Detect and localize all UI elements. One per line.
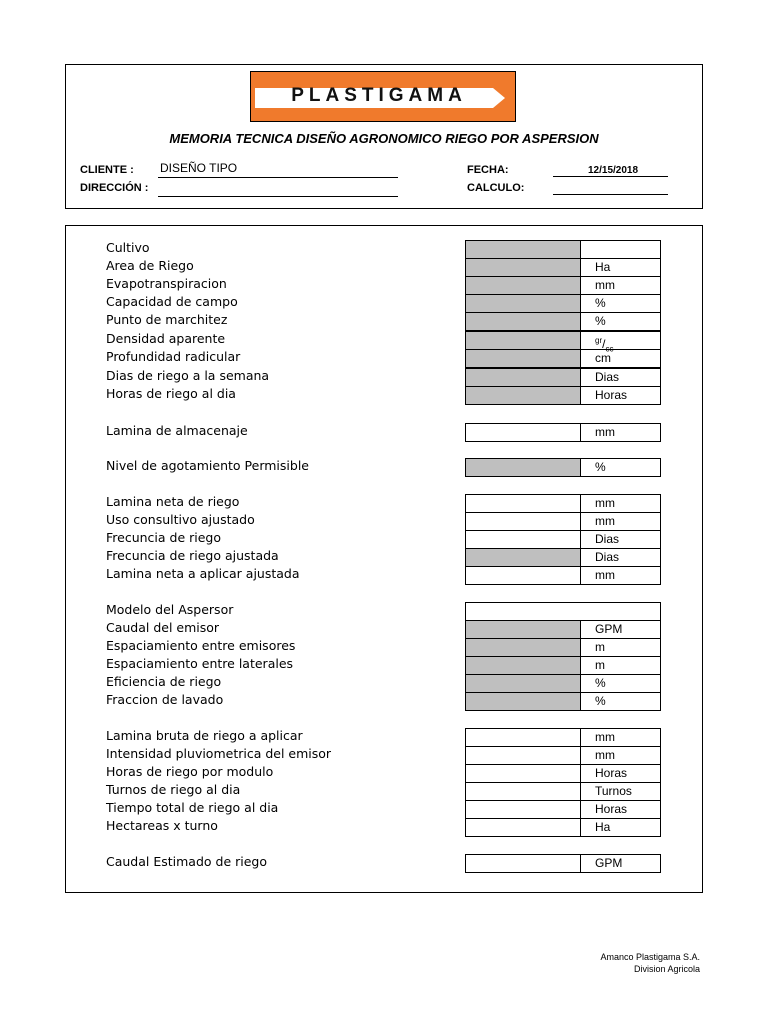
label-cultivo: Cultivo [106,240,150,255]
label-lamina-neta-a-aplicar-ajustada: Lamina neta a aplicar ajustada [106,566,300,581]
direccion-label: DIRECCIÓN : [80,182,149,194]
unit-densidad-aparente: $^{gr}/_{cc}$ [580,331,661,350]
label-intensidad-pluviometrica-del-emisor: Intensidad pluviometrica del emisor [106,746,332,761]
label-densidad-aparente: Densidad aparente [106,331,226,346]
input-area-de-riego[interactable] [465,258,581,277]
input-fraccion-de-lavado[interactable] [465,692,581,711]
direccion-underline [158,196,398,197]
unit-nivel-de-agotamiento-permisible: % [580,458,661,477]
fecha-label: FECHA: [467,164,509,176]
plastigama-logo [250,71,516,122]
input-caudal-estimado-de-riego[interactable] [465,854,581,873]
label-espaciamiento-entre-emisores: Espaciamiento entre emisores [106,638,296,653]
fecha-underline [553,176,668,177]
label-lamina-neta-de-riego: Lamina neta de riego [106,494,240,509]
cliente-field[interactable]: DISEÑO TIPO [160,161,238,175]
unit-caudal-del-emisor: GPM [580,620,661,639]
logo-text: PLASTIGAMA [291,85,467,106]
page-title: MEMORIA TECNICA DISEÑO AGRONOMICO RIEGO POR ASPERSION [169,131,599,146]
input-cultivo[interactable] [465,240,581,259]
unit-hectareas-x-turno: Ha [580,818,661,837]
label-caudal-estimado-de-riego: Caudal Estimado de riego [106,854,268,869]
unit-lamina-neta-a-aplicar-ajustada: mm [580,566,661,585]
input-espaciamiento-entre-laterales[interactable] [465,656,581,675]
input-frecuncia-de-riego-ajustada[interactable] [465,548,581,567]
input-lamina-neta-a-aplicar-ajustada[interactable] [465,566,581,585]
input-punto-de-marchitez[interactable] [465,312,581,331]
input-lamina-neta-de-riego[interactable] [465,494,581,513]
input-intensidad-pluviometrica-del-emisor[interactable] [465,746,581,765]
unit-lamina-bruta-de-riego-a-aplicar: mm [580,728,661,747]
unit-evapotranspiracion: mm [580,276,661,295]
unit-uso-consultivo-ajustado: mm [580,512,661,531]
unit-fraccion-de-lavado: % [580,692,661,711]
unit-dias-de-riego-a-la-semana: Dias [580,368,661,387]
input-hectareas-x-turno[interactable] [465,818,581,837]
input-frecuncia-de-riego[interactable] [465,530,581,549]
label-lamina-bruta-de-riego-a-aplicar: Lamina bruta de riego a aplicar [106,728,303,743]
label-profundidad-radicular: Profundidad radicular [106,349,241,364]
label-turnos-de-riego-al-dia: Turnos de riego al dia [106,782,241,797]
unit-profundidad-radicular: cm [580,349,661,368]
unit-frecuncia-de-riego-ajustada: Dias [580,548,661,567]
unit-tiempo-total-de-riego-al-dia: Horas [580,800,661,819]
unit-horas-de-riego-por-modulo: Horas [580,764,661,783]
input-capacidad-de-campo[interactable] [465,294,581,313]
unit-cultivo [580,240,661,259]
footer-division: Division Agricola [633,964,700,974]
input-horas-de-riego-por-modulo[interactable] [465,764,581,783]
label-caudal-del-emisor: Caudal del emisor [106,620,220,635]
input-horas-de-riego-al-dia[interactable] [465,386,581,405]
unit-eficiencia-de-riego: % [580,674,661,693]
label-hectareas-x-turno: Hectareas x turno [106,818,218,833]
unit-punto-de-marchitez: % [580,312,661,331]
unit-lamina-de-almacenaje: mm [580,423,661,442]
input-lamina-de-almacenaje[interactable] [465,423,581,442]
label-horas-de-riego-por-modulo: Horas de riego por modulo [106,764,274,779]
input-nivel-de-agotamiento-permisible[interactable] [465,458,581,477]
input-lamina-bruta-de-riego-a-aplicar[interactable] [465,728,581,747]
unit-area-de-riego: Ha [580,258,661,277]
label-evapotranspiracion: Evapotranspiracion [106,276,227,291]
input-modelo-del-aspersor[interactable] [465,602,661,621]
cliente-label: CLIENTE : [80,164,134,176]
label-frecuncia-de-riego-ajustada: Frecuncia de riego ajustada [106,548,279,563]
unit-espaciamiento-entre-laterales: m [580,656,661,675]
label-uso-consultivo-ajustado: Uso consultivo ajustado [106,512,255,527]
label-dias-de-riego-a-la-semana: Dias de riego a la semana [106,368,270,383]
input-uso-consultivo-ajustado[interactable] [465,512,581,531]
calculo-label: CALCULO: [467,182,525,194]
input-evapotranspiracion[interactable] [465,276,581,295]
input-espaciamiento-entre-emisores[interactable] [465,638,581,657]
unit-lamina-neta-de-riego: mm [580,494,661,513]
unit-frecuncia-de-riego: Dias [580,530,661,549]
label-eficiencia-de-riego: Eficiencia de riego [106,674,222,689]
cliente-underline [158,177,398,178]
input-eficiencia-de-riego[interactable] [465,674,581,693]
input-densidad-aparente[interactable] [465,331,581,350]
input-profundidad-radicular[interactable] [465,349,581,368]
label-punto-de-marchitez: Punto de marchitez [106,312,228,327]
label-tiempo-total-de-riego-al-dia: Tiempo total de riego al dia [106,800,279,815]
unit-espaciamiento-entre-emisores: m [580,638,661,657]
input-caudal-del-emisor[interactable] [465,620,581,639]
label-capacidad-de-campo: Capacidad de campo [106,294,238,309]
label-modelo-del-aspersor: Modelo del Aspersor [106,602,234,617]
label-area-de-riego: Area de Riego [106,258,194,273]
unit-capacidad-de-campo: % [580,294,661,313]
label-horas-de-riego-al-dia: Horas de riego al dia [106,386,236,401]
input-turnos-de-riego-al-dia[interactable] [465,782,581,801]
footer-company: Amanco Plastigama S.A. [600,952,700,962]
unit-intensidad-pluviometrica-del-emisor: mm [580,746,661,765]
label-espaciamiento-entre-laterales: Espaciamiento entre laterales [106,656,294,671]
fecha-field[interactable]: 12/15/2018 [588,165,639,176]
unit-caudal-estimado-de-riego: GPM [580,854,661,873]
label-fraccion-de-lavado: Fraccion de lavado [106,692,224,707]
label-nivel-de-agotamiento-permisible: Nivel de agotamiento Permisible [106,458,309,473]
label-frecuncia-de-riego: Frecuncia de riego [106,530,222,545]
calculo-underline [553,194,668,195]
input-dias-de-riego-a-la-semana[interactable] [465,368,581,387]
input-tiempo-total-de-riego-al-dia[interactable] [465,800,581,819]
unit-turnos-de-riego-al-dia: Turnos [580,782,661,801]
label-lamina-de-almacenaje: Lamina de almacenaje [106,423,248,438]
unit-horas-de-riego-al-dia: Horas [580,386,661,405]
